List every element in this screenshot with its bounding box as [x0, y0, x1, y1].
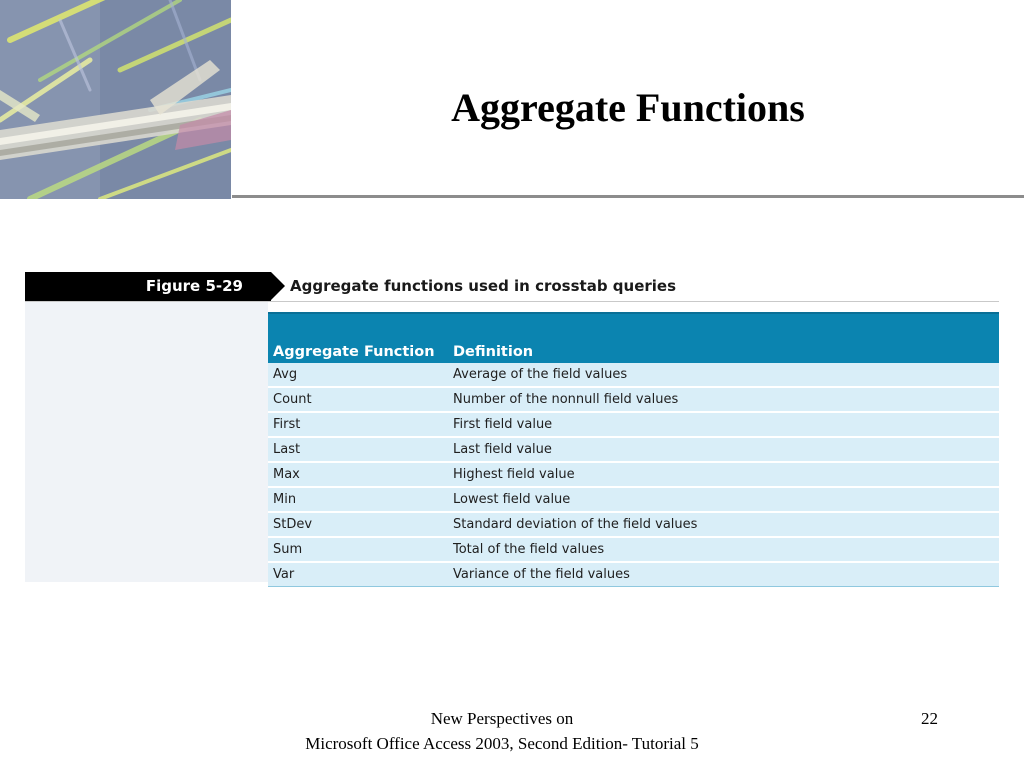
- table-row: [268, 387, 999, 412]
- definition-cell: Average of the field values: [448, 363, 999, 387]
- column-header-definition: Definition: [448, 313, 999, 363]
- definition-cell: Highest field value: [448, 462, 999, 487]
- table-row: [268, 412, 999, 437]
- function-name-cell: Var: [268, 562, 448, 587]
- footer-line-2: Microsoft Office Access 2003, Second Edition- Tutorial 5: [305, 734, 699, 753]
- definition-cell: Standard deviation of the field values: [448, 512, 999, 537]
- definition-cell: Variance of the field values: [448, 562, 999, 587]
- definition-cell: Number of the nonnull field values: [448, 387, 999, 412]
- column-header-function: Aggregate Function: [268, 313, 448, 363]
- table-row: [268, 363, 999, 387]
- table-row: [268, 437, 999, 462]
- table-row: [268, 537, 999, 562]
- figure: [25, 272, 999, 582]
- function-name-cell: Count: [268, 387, 448, 412]
- title-divider: [232, 195, 1024, 198]
- function-name-cell: Max: [268, 462, 448, 487]
- function-name-cell: Last: [268, 437, 448, 462]
- function-name-cell: Sum: [268, 537, 448, 562]
- table-row: [268, 487, 999, 512]
- definition-cell: Lowest field value: [448, 487, 999, 512]
- table-row: [268, 462, 999, 487]
- table-row: [268, 562, 999, 587]
- table-header-row: [268, 313, 999, 363]
- figure-header-bar: [25, 272, 999, 302]
- figure-label: Figure 5-29: [25, 272, 271, 301]
- slide-footer: [232, 706, 772, 756]
- table-row: [268, 512, 999, 537]
- abstract-streaks-graphic: [0, 0, 231, 199]
- function-name-cell: Min: [268, 487, 448, 512]
- definition-cell: Last field value: [448, 437, 999, 462]
- definition-cell: First field value: [448, 412, 999, 437]
- figure-label-arrow: [271, 272, 285, 300]
- figure-caption: Aggregate functions used in crosstab queries: [290, 277, 677, 295]
- decorative-corner-image: [0, 0, 231, 199]
- definition-cell: Total of the field values: [448, 537, 999, 562]
- slide-title: Aggregate Functions: [451, 85, 805, 130]
- function-name-cell: First: [268, 412, 448, 437]
- function-name-cell: Avg: [268, 363, 448, 387]
- footer-line-1: New Perspectives on: [430, 709, 574, 728]
- figure-side-panel: [25, 302, 268, 582]
- page-number: 22: [921, 709, 938, 728]
- aggregate-functions-table: [268, 312, 999, 587]
- function-name-cell: StDev: [268, 512, 448, 537]
